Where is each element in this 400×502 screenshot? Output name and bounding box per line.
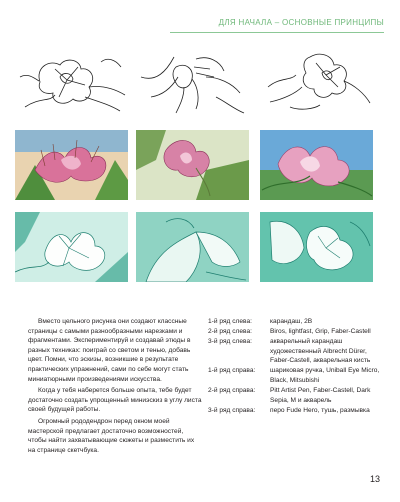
- body-paragraph: Когда у тебя наберется больше опыта, тебе будет достаточно создать упрощенный миниэскиз в углу листа своей будущей работы.: [28, 387, 202, 414]
- caption-label: 2-й ряд слева:: [208, 328, 252, 336]
- caption-label: 1-й ряд слева:: [208, 318, 252, 325]
- section-title: ДЛЯ НАЧАЛА – ОСНОВНЫЕ ПРИНЦИПЫ: [218, 18, 384, 27]
- sketch-lineart-1: [15, 47, 128, 117]
- caption-row: [208, 366, 388, 385]
- body-text: [28, 317, 203, 457]
- caption-value: Biros, lightfast, Grip, Faber-Castell: [270, 328, 371, 336]
- sketch-colorpencil-2: [136, 130, 249, 200]
- caption-list: [208, 317, 388, 416]
- caption-value: Pitt Artist Pen, Faber-Castell, Dark Sepia, M и акварель: [270, 387, 371, 404]
- sketch-watercolor-2: [136, 212, 249, 282]
- sketch-lineart-2: [136, 47, 249, 117]
- caption-row: [208, 386, 388, 405]
- sketch-watercolor-3: [260, 212, 373, 282]
- caption-label: 1-й ряд справа:: [208, 367, 256, 375]
- caption-label: 3-й ряд слева:: [208, 338, 252, 346]
- body-paragraph: Вместо цельного рисунка они создают классные страницы с самыми разнообразными нарезками и фрагментами. Экспериментируй и создавай этюды в разных техниках: поиграй со светом и тенью, добавь цвет. Помни, что эскизы, возникшие в результате практических упражнений, сами по себе могут стать миниатюрными произведениями искусства.: [28, 318, 191, 383]
- sketch-lineart-3: [260, 47, 373, 117]
- header-rule: [170, 32, 384, 33]
- body-paragraph: Огромный рододендрон перед окном моей мастерской предлагает достаточно возможностей, чтобы найти захватывающие сюжеты и разместить их на странице скетчбука.: [28, 417, 195, 454]
- caption-row: [208, 327, 388, 337]
- caption-value: акварельный карандаш художественный Albrecht Dürer, Faber-Castell, акварельная кисть: [270, 338, 371, 365]
- caption-row: [208, 317, 388, 327]
- sketch-watercolor-1: [15, 212, 128, 282]
- caption-value: карандаш, 2B: [270, 318, 313, 325]
- caption-row: [208, 337, 388, 366]
- caption-value: шариковая ручка, Uniball Eye Micro, Black, Mitsubishi: [270, 367, 380, 385]
- caption-label: 3-й ряд справа:: [208, 406, 256, 414]
- sketch-colorpencil-1: [15, 130, 128, 200]
- caption-label: 2-й ряд справа:: [208, 387, 256, 395]
- caption-value: перо Fude Hero, тушь, размывка: [270, 406, 370, 414]
- sketch-colorpencil-3: [260, 130, 373, 200]
- caption-row: [208, 406, 388, 416]
- page-header: [170, 18, 384, 32]
- page-number: 13: [369, 474, 380, 484]
